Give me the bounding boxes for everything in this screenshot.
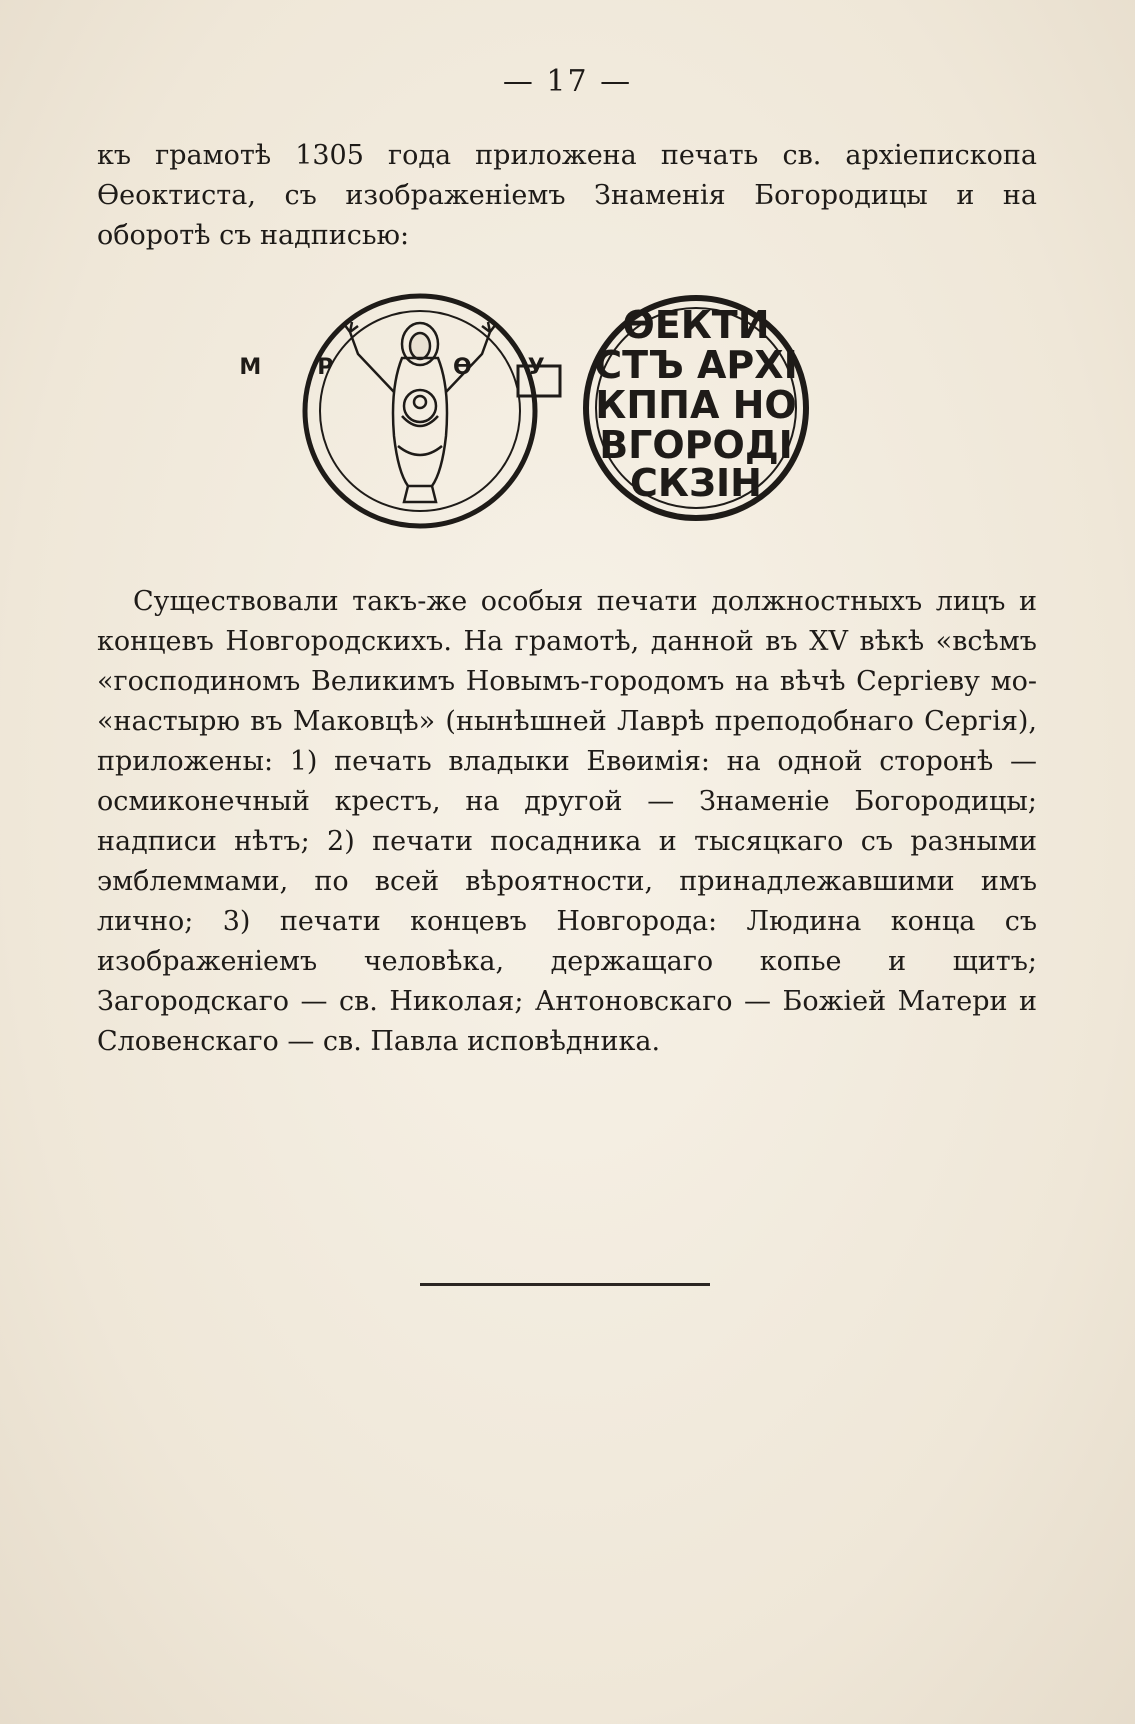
section-divider xyxy=(420,1283,710,1286)
seal-inscription-line-3: КППА НО xyxy=(595,383,797,427)
seal-obverse xyxy=(239,296,600,526)
intro-text: къ грамотѣ 1305 года приложена печать св. архіепископа Ѳеоктиста, съ изображеніемъ Знаменія Богородицы и на оборотѣ съ надписью: xyxy=(97,140,1037,251)
main-paragraph xyxy=(97,582,1037,1062)
seal-inscription-line-2: СТЪ АРХІ xyxy=(594,343,798,387)
main-text: Существовали такъ-же особыя печати должностныхъ лицъ и концевъ Новгородскихъ. На грамотѣ, данной въ XV вѣкѣ «всѣмъ «господиномъ Великимъ Новымъ-городомъ на вѣчѣ Сергіеву мо- «настырю въ Маковцѣ» (нынѣшней Лаврѣ преподобнаго Сергія), приложены: 1) печать владыки Евѳимія: на одной сторонѣ — осмиконечный крестъ, на другой — Знаменіе Богородицы; надписи нѣтъ; 2) печати посадника и тысяцкаго съ разными эмблеммами, по всей вѣроятности, принадлежавшими имъ лично; 3) печати концевъ Новгорода: Людина конца съ изображеніемъ человѣка, держащаго копье и щитъ; Загородскаго — св. Николая; Антоновскаго — Божіей Матери и Словенскаго — св. Павла исповѣдника. xyxy=(97,586,1037,1057)
seal-illustration xyxy=(239,296,838,546)
page-number: — 17 — xyxy=(502,64,633,99)
seal-inscription-line-1: ѲЕКТИ xyxy=(622,303,770,347)
seal-reverse xyxy=(586,298,806,518)
intro-paragraph xyxy=(97,136,1037,256)
seal-inscription-line-5: СКЗІН xyxy=(630,461,762,505)
theotokos-figure-icon xyxy=(344,322,496,502)
seal-obverse-label: МР ѲУ xyxy=(239,355,601,380)
seal-inscription-line-4: ВГОРОДІ xyxy=(599,423,793,467)
